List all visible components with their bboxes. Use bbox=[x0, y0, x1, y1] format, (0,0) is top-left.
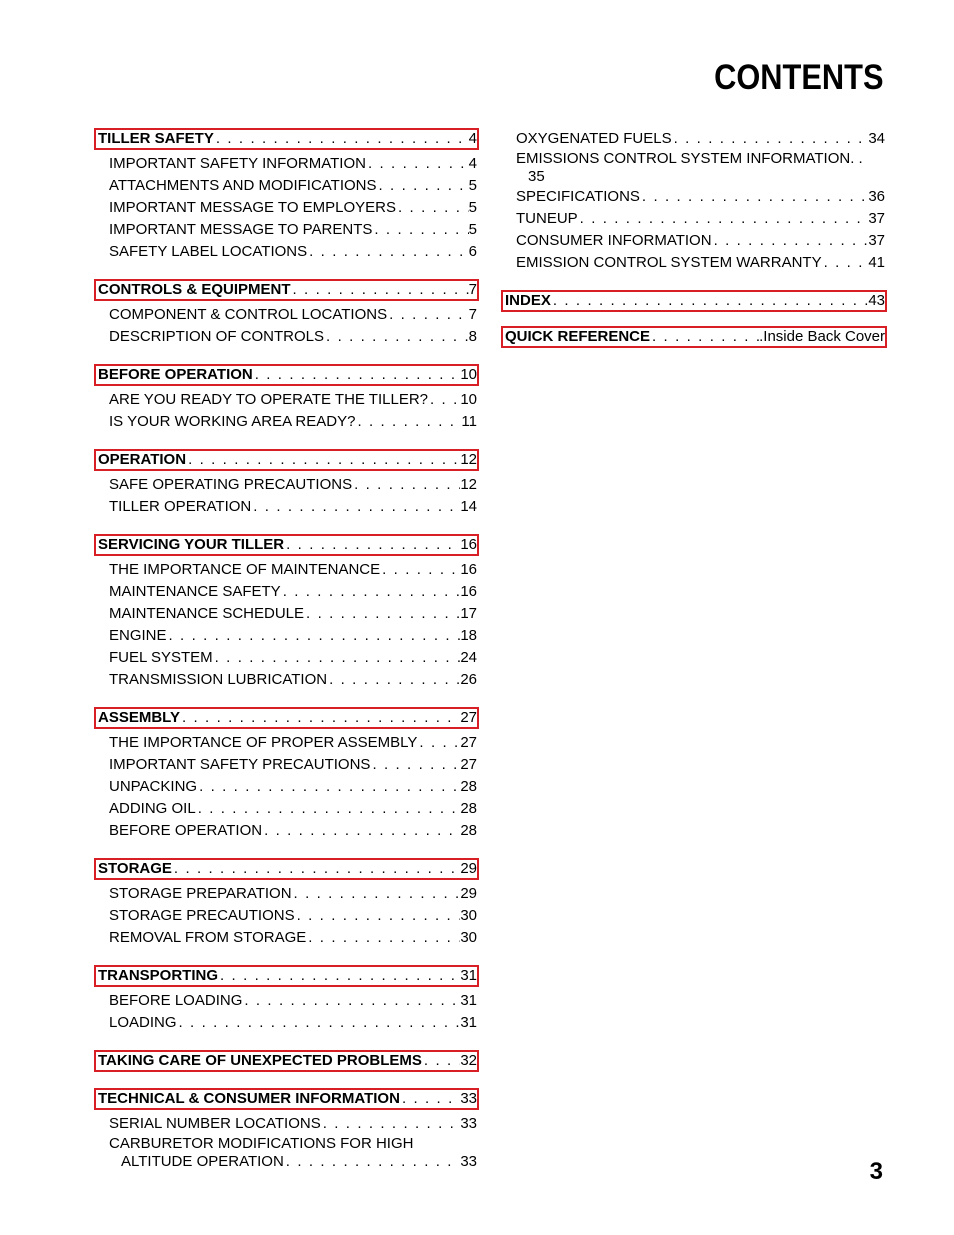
toc-heading-label: STORAGE bbox=[98, 860, 172, 877]
toc-page-number: 31 bbox=[460, 967, 477, 984]
toc-section bbox=[94, 534, 479, 691]
toc-page-number: 36 bbox=[868, 188, 885, 205]
toc-item-label: LOADING bbox=[109, 1014, 177, 1031]
toc-page-number: 17 bbox=[460, 605, 477, 622]
toc-item-label-line1: EMISSIONS CONTROL SYSTEM INFORMATION. . bbox=[516, 150, 863, 167]
leader-dots bbox=[327, 669, 460, 691]
toc-item[interactable] bbox=[94, 581, 479, 603]
toc-heading[interactable] bbox=[94, 858, 479, 880]
toc-section-technical bbox=[94, 1088, 479, 1171]
leader-dots bbox=[214, 130, 469, 148]
leader-dots bbox=[366, 153, 469, 175]
toc-page-number: 6 bbox=[468, 243, 477, 260]
leader-dots bbox=[370, 754, 460, 776]
toc-item[interactable] bbox=[94, 905, 479, 927]
toc-section bbox=[94, 858, 479, 949]
toc-page-number: 7 bbox=[468, 306, 477, 323]
toc-item[interactable] bbox=[94, 927, 479, 949]
toc-item-label: TRANSMISSION LUBRICATION bbox=[109, 671, 328, 688]
toc-section bbox=[94, 1050, 479, 1072]
leader-dots bbox=[242, 990, 460, 1012]
toc-page-number: 31 bbox=[460, 1014, 477, 1031]
toc-item-label: SPECIFICATIONS bbox=[516, 188, 640, 205]
page-title: CONTENTS bbox=[713, 58, 883, 97]
toc-page-number: 7 bbox=[468, 281, 477, 298]
toc-right-column bbox=[501, 128, 887, 351]
leader-dots bbox=[380, 559, 460, 581]
toc-page-number: 28 bbox=[460, 778, 477, 795]
toc-heading-label: TECHNICAL & CONSUMER INFORMATION bbox=[98, 1090, 400, 1107]
toc-page-number: 16 bbox=[460, 583, 477, 600]
toc-page-number: 5 bbox=[468, 177, 477, 194]
leader-dots bbox=[177, 1012, 461, 1034]
leader-dots bbox=[307, 241, 469, 263]
toc-page-number: 41 bbox=[868, 254, 885, 271]
leader-dots bbox=[284, 1153, 461, 1171]
toc-page-number: 33 bbox=[460, 1153, 477, 1170]
toc-item-label-line2: ALTITUDE OPERATION bbox=[121, 1153, 284, 1170]
toc-page-number: 29 bbox=[460, 860, 477, 877]
toc-item-label: STORAGE PREPARATION bbox=[109, 885, 292, 902]
toc-item[interactable] bbox=[94, 496, 479, 518]
toc-item[interactable] bbox=[94, 625, 479, 647]
toc-heading-label: TILLER SAFETY bbox=[98, 130, 214, 147]
toc-page-number: 27 bbox=[460, 709, 477, 726]
toc-item-label: TILLER OPERATION bbox=[109, 498, 252, 515]
toc-item-label: ENGINE bbox=[109, 627, 167, 644]
toc-page-number: 27 bbox=[460, 756, 477, 773]
leader-dots bbox=[422, 1052, 460, 1070]
toc-item-label: ATTACHMENTS AND MODIFICATIONS bbox=[109, 177, 377, 194]
leader-dots bbox=[172, 860, 460, 878]
toc-item-label: TUNEUP bbox=[516, 210, 578, 227]
toc-item-label: REMOVAL FROM STORAGE bbox=[109, 929, 307, 946]
toc-page-number: 32 bbox=[460, 1052, 477, 1069]
toc-heading[interactable] bbox=[94, 449, 479, 471]
toc-left-column bbox=[94, 128, 479, 1187]
toc-page-number: 27 bbox=[460, 734, 477, 751]
toc-item[interactable] bbox=[94, 1012, 479, 1034]
toc-item-label: COMPONENT & CONTROL LOCATIONS bbox=[109, 306, 388, 323]
toc-item[interactable] bbox=[94, 389, 479, 411]
toc-section bbox=[94, 965, 479, 1034]
toc-page-number: 12 bbox=[460, 476, 477, 493]
leader-dots bbox=[304, 603, 460, 625]
leader-dots bbox=[396, 197, 469, 219]
toc-item-serial-number-locations[interactable] bbox=[94, 1113, 479, 1135]
toc-item[interactable] bbox=[94, 883, 479, 905]
leader-dots bbox=[295, 905, 461, 927]
leader-dots bbox=[324, 326, 469, 348]
leader-dots bbox=[284, 536, 460, 554]
toc-item-label: MAINTENANCE SAFETY bbox=[109, 583, 281, 600]
toc-item[interactable] bbox=[94, 990, 479, 1012]
toc-item-emission-warranty[interactable] bbox=[501, 252, 887, 274]
toc-item[interactable] bbox=[94, 603, 479, 625]
toc-sections bbox=[94, 128, 479, 1072]
toc-item[interactable] bbox=[94, 326, 479, 348]
toc-item-label: DESCRIPTION OF CONTROLS bbox=[109, 328, 325, 345]
toc-page-number: 43 bbox=[868, 292, 885, 309]
toc-item-label: BEFORE LOADING bbox=[109, 992, 243, 1009]
leader-dots bbox=[197, 776, 460, 798]
toc-heading-label: SERVICING YOUR TILLER bbox=[98, 536, 285, 553]
toc-item-label: IMPORTANT MESSAGE TO EMPLOYERS bbox=[109, 199, 397, 216]
leader-dots bbox=[372, 219, 468, 241]
leader-dots bbox=[167, 625, 461, 647]
leader-dots bbox=[355, 411, 461, 433]
toc-item[interactable] bbox=[94, 798, 479, 820]
toc-page-number: 5 bbox=[468, 221, 477, 238]
leader-dots bbox=[218, 967, 460, 985]
toc-item-label: CONSUMER INFORMATION bbox=[516, 232, 712, 249]
toc-page-number: 37 bbox=[868, 232, 885, 249]
leader-dots bbox=[417, 732, 460, 754]
toc-item[interactable] bbox=[94, 559, 479, 581]
toc-item-label: STORAGE PRECAUTIONS bbox=[109, 907, 295, 924]
toc-heading-index[interactable] bbox=[501, 290, 887, 312]
leader-dots bbox=[251, 496, 460, 518]
toc-item-carburetor-modifications[interactable] bbox=[94, 1135, 479, 1171]
leader-dots bbox=[262, 820, 460, 842]
toc-section bbox=[94, 449, 479, 518]
toc-section bbox=[94, 364, 479, 433]
toc-item[interactable] bbox=[94, 411, 479, 433]
leader-dots bbox=[352, 474, 460, 496]
toc-page-number: 31 bbox=[460, 992, 477, 1009]
toc-item[interactable] bbox=[94, 219, 479, 241]
toc-item-label: SERIAL NUMBER LOCATIONS bbox=[109, 1115, 321, 1132]
toc-page-number: 5 bbox=[468, 199, 477, 216]
toc-heading-quick-reference[interactable] bbox=[501, 326, 887, 348]
toc-item-tuneup[interactable] bbox=[501, 208, 887, 230]
toc-item-label: EMISSION CONTROL SYSTEM WARRANTY bbox=[516, 254, 822, 271]
leader-dots bbox=[291, 281, 469, 299]
toc-heading-label: OPERATION bbox=[98, 451, 187, 468]
toc-page-number: 30 bbox=[460, 929, 477, 946]
toc-item[interactable] bbox=[94, 304, 479, 326]
toc-heading[interactable] bbox=[94, 279, 479, 301]
toc-item-label: IMPORTANT MESSAGE TO PARENTS bbox=[109, 221, 373, 238]
toc-heading-label: TRANSPORTING bbox=[98, 967, 218, 984]
toc-page-number: 16 bbox=[460, 561, 477, 578]
toc-heading[interactable] bbox=[94, 965, 479, 987]
toc-item-label: UNPACKING bbox=[109, 778, 198, 795]
toc-page-number: 10 bbox=[460, 366, 477, 383]
toc-heading-label: CONTROLS & EQUIPMENT bbox=[98, 281, 291, 298]
toc-item-label: ARE YOU READY TO OPERATE THE TILLER? bbox=[109, 391, 428, 408]
toc-page-number: 24 bbox=[460, 649, 477, 666]
toc-item[interactable] bbox=[94, 241, 479, 263]
leader-dots bbox=[377, 175, 469, 197]
toc-item-oxygenated-fuels[interactable] bbox=[501, 128, 887, 150]
leader-dots bbox=[578, 208, 869, 230]
toc-item[interactable] bbox=[94, 474, 479, 496]
toc-page-number: 4 bbox=[468, 130, 477, 147]
toc-item[interactable] bbox=[94, 669, 479, 691]
toc-item-label: IMPORTANT SAFETY INFORMATION bbox=[109, 155, 366, 172]
toc-page-number: 33 bbox=[460, 1090, 477, 1107]
leader-dots bbox=[180, 709, 460, 727]
toc-page-number: 28 bbox=[460, 822, 477, 839]
toc-section bbox=[94, 707, 479, 842]
toc-item-label: ADDING OIL bbox=[109, 800, 196, 817]
toc-page-number: 12 bbox=[460, 451, 477, 468]
leader-dots bbox=[306, 927, 460, 949]
toc-item-emissions-control-info[interactable] bbox=[501, 150, 887, 186]
toc-heading-label: ASSEMBLY bbox=[98, 709, 180, 726]
toc-page-number: 30 bbox=[460, 907, 477, 924]
toc-item[interactable] bbox=[94, 647, 479, 669]
toc-heading-label: BEFORE OPERATION bbox=[98, 366, 253, 383]
leader-dots bbox=[213, 647, 461, 669]
toc-page-number: 28 bbox=[460, 800, 477, 817]
toc-heading[interactable] bbox=[94, 534, 479, 556]
toc-page-number: .Inside Back Cover bbox=[759, 328, 885, 345]
toc-heading-label: INDEX bbox=[505, 292, 551, 309]
leader-dots bbox=[186, 451, 460, 469]
toc-item-label: FUEL SYSTEM bbox=[109, 649, 213, 666]
leader-dots bbox=[387, 304, 469, 326]
leader-dots bbox=[650, 328, 759, 346]
toc-page-number: 34 bbox=[868, 130, 885, 147]
toc-heading[interactable] bbox=[94, 364, 479, 386]
toc-page-number: 8 bbox=[468, 328, 477, 345]
toc-heading[interactable] bbox=[94, 707, 479, 729]
toc-item[interactable] bbox=[94, 153, 479, 175]
toc-page-number: 4 bbox=[468, 155, 477, 172]
toc-page-number: 37 bbox=[868, 210, 885, 227]
toc-item-consumer-information[interactable] bbox=[501, 230, 887, 252]
toc-page-number: 10 bbox=[460, 391, 477, 408]
toc-item-label: MAINTENANCE SCHEDULE bbox=[109, 605, 305, 622]
leader-dots bbox=[400, 1090, 460, 1108]
toc-item-label: SAFE OPERATING PRECAUTIONS bbox=[109, 476, 353, 493]
leader-dots bbox=[281, 581, 461, 603]
toc-item[interactable] bbox=[94, 732, 479, 754]
toc-heading-technical[interactable] bbox=[94, 1088, 479, 1110]
toc-item-label: IMPORTANT SAFETY PRECAUTIONS bbox=[109, 756, 371, 773]
leader-dots bbox=[428, 389, 460, 411]
toc-heading[interactable] bbox=[94, 1050, 479, 1072]
leader-dots bbox=[640, 186, 868, 208]
toc-section bbox=[94, 279, 479, 348]
leader-dots bbox=[253, 366, 461, 384]
toc-page-number: 33 bbox=[460, 1115, 477, 1132]
toc-item[interactable] bbox=[94, 820, 479, 842]
toc-item-label: IS YOUR WORKING AREA READY? bbox=[109, 413, 356, 430]
toc-item-label: BEFORE OPERATION bbox=[109, 822, 263, 839]
toc-item[interactable] bbox=[94, 175, 479, 197]
leader-dots bbox=[712, 230, 869, 252]
toc-page-number: 18 bbox=[460, 627, 477, 644]
toc-item[interactable] bbox=[94, 197, 479, 219]
toc-heading-label: TAKING CARE OF UNEXPECTED PROBLEMS bbox=[98, 1052, 422, 1069]
leader-dots bbox=[822, 252, 869, 274]
toc-page-number: 14 bbox=[460, 498, 477, 515]
leader-dots bbox=[321, 1113, 461, 1135]
toc-item-label: THE IMPORTANCE OF MAINTENANCE bbox=[109, 561, 381, 578]
leader-dots bbox=[196, 798, 461, 820]
toc-page-number: 26 bbox=[460, 671, 477, 688]
toc-heading[interactable] bbox=[94, 128, 479, 150]
toc-item-label: SAFETY LABEL LOCATIONS bbox=[109, 243, 308, 260]
leader-dots bbox=[551, 292, 868, 310]
toc-item-specifications[interactable] bbox=[501, 186, 887, 208]
toc-item-label: THE IMPORTANCE OF PROPER ASSEMBLY bbox=[109, 734, 418, 751]
leader-dots bbox=[672, 128, 869, 150]
toc-page-number: 29 bbox=[460, 885, 477, 902]
leader-dots bbox=[292, 883, 461, 905]
toc-page-number: 35 bbox=[528, 168, 545, 185]
toc-item-label: OXYGENATED FUELS bbox=[516, 130, 672, 147]
toc-page-number: 11 bbox=[461, 413, 477, 430]
toc-page-number: 16 bbox=[460, 536, 477, 553]
toc-item[interactable] bbox=[94, 776, 479, 798]
page-number: 3 bbox=[869, 1158, 883, 1185]
toc-item-label-line1: CARBURETOR MODIFICATIONS FOR HIGH bbox=[109, 1135, 414, 1152]
toc-item[interactable] bbox=[94, 754, 479, 776]
toc-section bbox=[94, 128, 479, 263]
toc-heading-label: QUICK REFERENCE bbox=[505, 328, 651, 345]
